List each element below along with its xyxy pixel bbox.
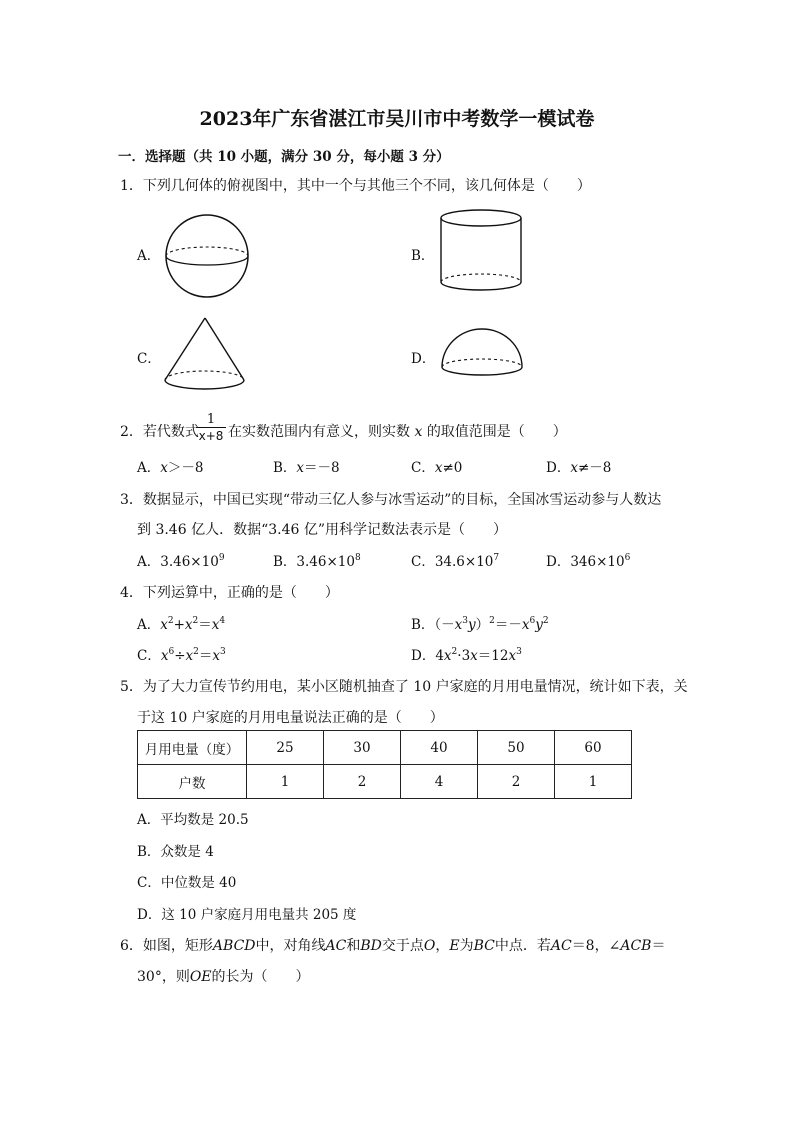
q6-ac: AC: [325, 938, 347, 954]
q4-a-label: A．: [137, 617, 161, 633]
q5-option-a: A．平均数是 20.5: [137, 812, 249, 828]
q2-fraction-numerator: 1: [206, 412, 216, 427]
q3-b-exp: 8: [354, 553, 361, 563]
q2-d-label: D．: [546, 460, 571, 476]
table-cell: 50: [478, 731, 555, 765]
question-4-stem: 4．下列运算中，正确的是（ ）: [120, 585, 339, 601]
q4-b-e1: 3: [462, 616, 469, 626]
q4-c-eq: ＝: [198, 648, 213, 664]
q4-d-label: D．: [411, 648, 436, 664]
q2-a-var: x: [160, 460, 168, 476]
q6-abcd: ABCD: [212, 938, 256, 954]
q4-d-e3: 3: [516, 647, 522, 657]
q6-oe: OE: [189, 969, 212, 985]
q6-e: E: [449, 938, 460, 954]
q4-d-eq: ＝12: [477, 648, 509, 664]
question-6-line1: [120, 935, 665, 955]
q4-a-e1: 2: [167, 616, 174, 626]
q5-option-d: D．这 10 户家庭月用电量共 205 度: [137, 907, 357, 923]
question-1-stem: 1．下列几何体的俯视图中，其中一个与其他三个不同，该几何体是（ ）: [120, 178, 591, 194]
table-cell: 2: [324, 765, 401, 799]
q6-acb: ACB: [620, 938, 652, 954]
q6-bd: BD: [360, 938, 382, 954]
q2-c-var: x: [434, 460, 443, 476]
q4-option-b: [411, 613, 549, 633]
q4-b-open: （－: [434, 617, 455, 633]
question-3-line1: 3．数据显示，中国已实现“带动三亿人参与冰雪运动”的目标，全国冰雪运动参与人数达: [120, 492, 662, 508]
question-5-line1: 5．为了大力宣传节约用电，某小区随机抽查了 10 户家庭的月用电量情况，统计如下表，关: [120, 679, 688, 695]
q3-c-text: C．34.6×10: [411, 554, 494, 570]
table-cell: 2: [478, 765, 555, 799]
q6-text-11: 的长为（ ）: [211, 969, 310, 985]
q6-text-1: 6．如图，矩形: [120, 938, 213, 954]
sphere-figure: [162, 211, 252, 301]
q6-ac2: AC: [550, 938, 572, 954]
q4-b-x2: x: [521, 617, 530, 633]
q6-text-3: 和: [346, 938, 361, 954]
table-row: [138, 731, 632, 765]
question-2-suffix: [228, 421, 567, 441]
q4-a-plus: +: [173, 617, 185, 633]
q4-b-y1: y: [468, 617, 476, 633]
q2-fraction-denominator: x+8: [196, 427, 226, 444]
q1-option-c-label: C．: [137, 351, 161, 367]
q4-a-x1: x: [160, 617, 168, 633]
q6-text-9: ＝: [651, 938, 666, 954]
q3-a-text: A．3.46×10: [137, 554, 219, 570]
q4-c-x1: x: [160, 648, 169, 664]
q2-text-a: 在实数范围内有意义，则实数: [228, 424, 410, 440]
q4-c-x3: x: [212, 648, 220, 664]
q3-option-d: [546, 550, 630, 570]
q3-option-a: [137, 550, 225, 570]
table-cell: 4: [401, 765, 478, 799]
table-cell: 1: [555, 765, 632, 799]
q6-text-7: 中点．若: [494, 938, 551, 954]
q4-b-e2: 2: [489, 616, 495, 626]
q4-c-e1: 6: [168, 647, 175, 657]
q2-b-var: x: [296, 460, 305, 476]
q3-b-text: B．3.46×10: [273, 554, 355, 570]
q6-text-2: 中，对角线: [255, 938, 326, 954]
q4-c-e2: 2: [193, 647, 199, 657]
q2-var: x: [414, 424, 423, 440]
q1-option-d-label: D．: [411, 351, 436, 367]
q4-c-e3: 3: [220, 647, 226, 657]
q4-c-div: ÷: [174, 648, 186, 664]
q6-text-4: 交于点: [381, 938, 424, 954]
q4-b-close: ）: [475, 617, 490, 633]
question-6-line2: [137, 966, 310, 986]
table-row: [138, 765, 632, 799]
q4-a-x3: x: [211, 617, 220, 633]
table-cell: 户数: [138, 765, 247, 799]
q6-text-5: ，: [435, 938, 450, 954]
q4-b-y2: y: [535, 617, 543, 633]
q4-a-e3: 4: [219, 616, 226, 626]
q2-b-rest: ＝－8: [304, 460, 340, 476]
cylinder-figure: [438, 208, 524, 294]
q4-b-e4: 2: [542, 616, 549, 626]
q6-text-6: 为: [459, 938, 474, 954]
q4-d-e1: 2: [451, 647, 458, 657]
q4-d-4: 4: [435, 648, 444, 664]
q6-bc: BC: [473, 938, 495, 954]
q3-option-c: [411, 550, 499, 570]
q3-d-text: D．346×10: [546, 554, 625, 570]
q6-text-8: ＝8，∠: [571, 938, 621, 954]
q4-b-x1: x: [454, 617, 463, 633]
q5-option-b: B．众数是 4: [137, 844, 214, 860]
q1-option-b-label: B．: [411, 248, 435, 264]
cone-figure: [162, 317, 248, 395]
q4-c-label: C．: [137, 648, 161, 664]
q3-a-exp: 9: [218, 553, 225, 563]
q6-o: O: [423, 938, 436, 954]
question-2-prefix: 2．若代数式: [120, 424, 199, 440]
q4-c-x2: x: [185, 648, 194, 664]
q4-option-a: [137, 613, 225, 633]
table-cell: 25: [247, 731, 324, 765]
q4-a-x2: x: [184, 617, 193, 633]
q3-d-exp: 6: [624, 553, 631, 563]
q4-d-mid: ·3: [457, 648, 471, 664]
q2-option-a: [137, 456, 203, 476]
table-cell: 40: [401, 731, 478, 765]
q2-text-b: 的取值范围是（ ）: [426, 424, 567, 440]
q2-a-label: A．: [137, 460, 161, 476]
q2-c-label: C．: [411, 460, 435, 476]
q3-option-b: [273, 550, 361, 570]
q4-option-c: [137, 644, 226, 664]
question-3-line2: 到 3.46 亿人．数据“3.46 亿”用科学记数法表示是（ ）: [137, 522, 508, 538]
question-5-line2: 于这 10 户家庭的月用电量说法正确的是（ ）: [137, 710, 444, 726]
q4-d-x2: x: [470, 648, 478, 664]
q6-text-10: 30°，则: [137, 969, 190, 985]
table-cell: 60: [555, 731, 632, 765]
q2-fraction: [196, 413, 226, 444]
q4-a-e2: 2: [192, 616, 199, 626]
q2-b-label: B．: [273, 460, 297, 476]
q4-d-x3: x: [508, 648, 517, 664]
hemisphere-figure: [440, 328, 524, 378]
q4-a-eq: ＝: [198, 617, 212, 633]
table-cell: 1: [247, 765, 324, 799]
q2-option-d: [546, 456, 611, 476]
q4-b-label: B．: [411, 617, 435, 633]
q2-option-c: [411, 456, 462, 476]
section-heading: 一．选择题（共 10 小题，满分 30 分，每小题 3 分）: [118, 149, 450, 165]
q4-d-x1: x: [443, 648, 452, 664]
q1-option-a-label: A．: [137, 248, 161, 264]
q2-a-rest: ＞－8: [167, 460, 204, 476]
q4-b-e3: 6: [529, 616, 536, 626]
table-cell: 30: [324, 731, 401, 765]
table-cell: 月用电量（度）: [138, 731, 247, 765]
q3-c-exp: 7: [493, 553, 500, 563]
q2-option-b: [273, 456, 340, 476]
q4-b-eq: ＝－: [494, 617, 522, 633]
electricity-table: [137, 730, 632, 799]
q2-c-rest: ≠0: [442, 460, 463, 476]
q5-option-c: C．中位数是 40: [137, 875, 237, 891]
page-title: 2023年广东省湛江市吴川市中考数学一模试卷: [199, 108, 595, 130]
q2-d-var: x: [570, 460, 578, 476]
q2-d-rest: ≠－8: [577, 460, 612, 476]
q4-option-d: [411, 644, 522, 664]
